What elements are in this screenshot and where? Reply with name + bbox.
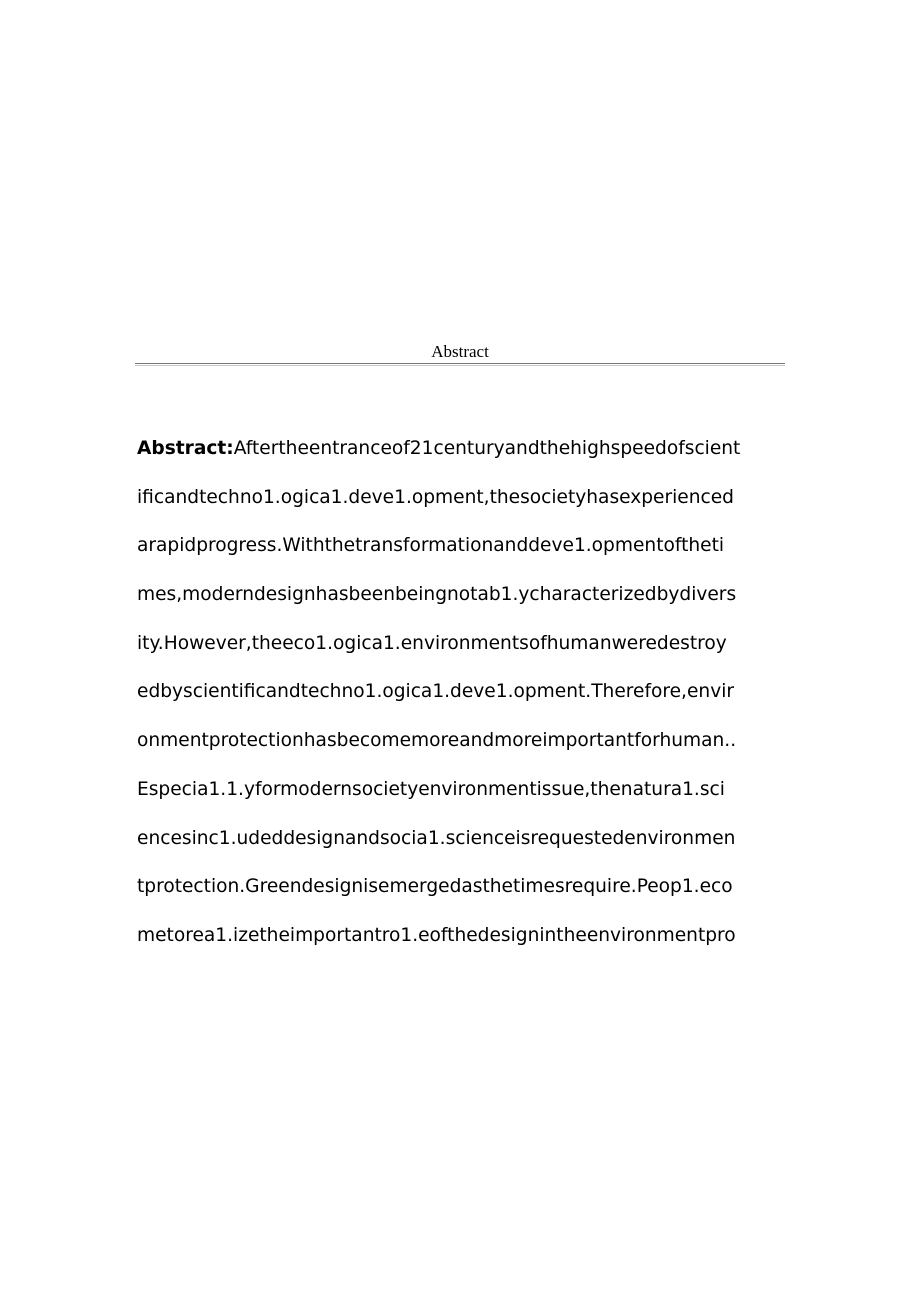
running-header bbox=[135, 341, 785, 364]
abstract-line: Especia1.1.yformodernsocietyenvironmentissue,thenatura1.sci bbox=[137, 778, 725, 800]
header-title: Abstract bbox=[431, 342, 489, 361]
abstract-line: mes,moderndesignhasbeenbeingnotab1.ycharacterizedbydivers bbox=[137, 584, 737, 606]
abstract-line: tprotection.Greendesignisemergedasthetimesrequire.Peop1.eco bbox=[137, 876, 733, 898]
abstract-text: Aftertheentranceof21centuryandthehighspeedofscient bbox=[233, 438, 741, 459]
abstract-line bbox=[137, 433, 787, 482]
abstract-line: edbyscientificandtechno1.ogica1.deve1.opment.Therefore,envir bbox=[137, 681, 735, 703]
abstract-line: encesinc1.udeddesignandsocia1.scienceisrequestedenvironmen bbox=[137, 827, 736, 849]
abstract-line: arapidprogress.Withthetransformationanddeve1.opmentoftheti bbox=[137, 535, 725, 557]
abstract-label: Abstract: bbox=[137, 438, 234, 459]
abstract-line: ity.However,theeco1.ogica1.environmentsofhumanweredestroy bbox=[137, 632, 727, 654]
header-rule bbox=[135, 365, 785, 366]
abstract-line: ificandtechno1.ogica1.deve1.opment,thesocietyhasexperienced bbox=[137, 486, 734, 508]
abstract-line: onmentprotectionhasbecomemoreandmoreimportantforhuman.. bbox=[137, 730, 737, 752]
abstract-line: metorea1.izetheimportantro1.eofthedesignintheenvironmentpro bbox=[137, 924, 736, 946]
abstract-body bbox=[137, 433, 787, 969]
